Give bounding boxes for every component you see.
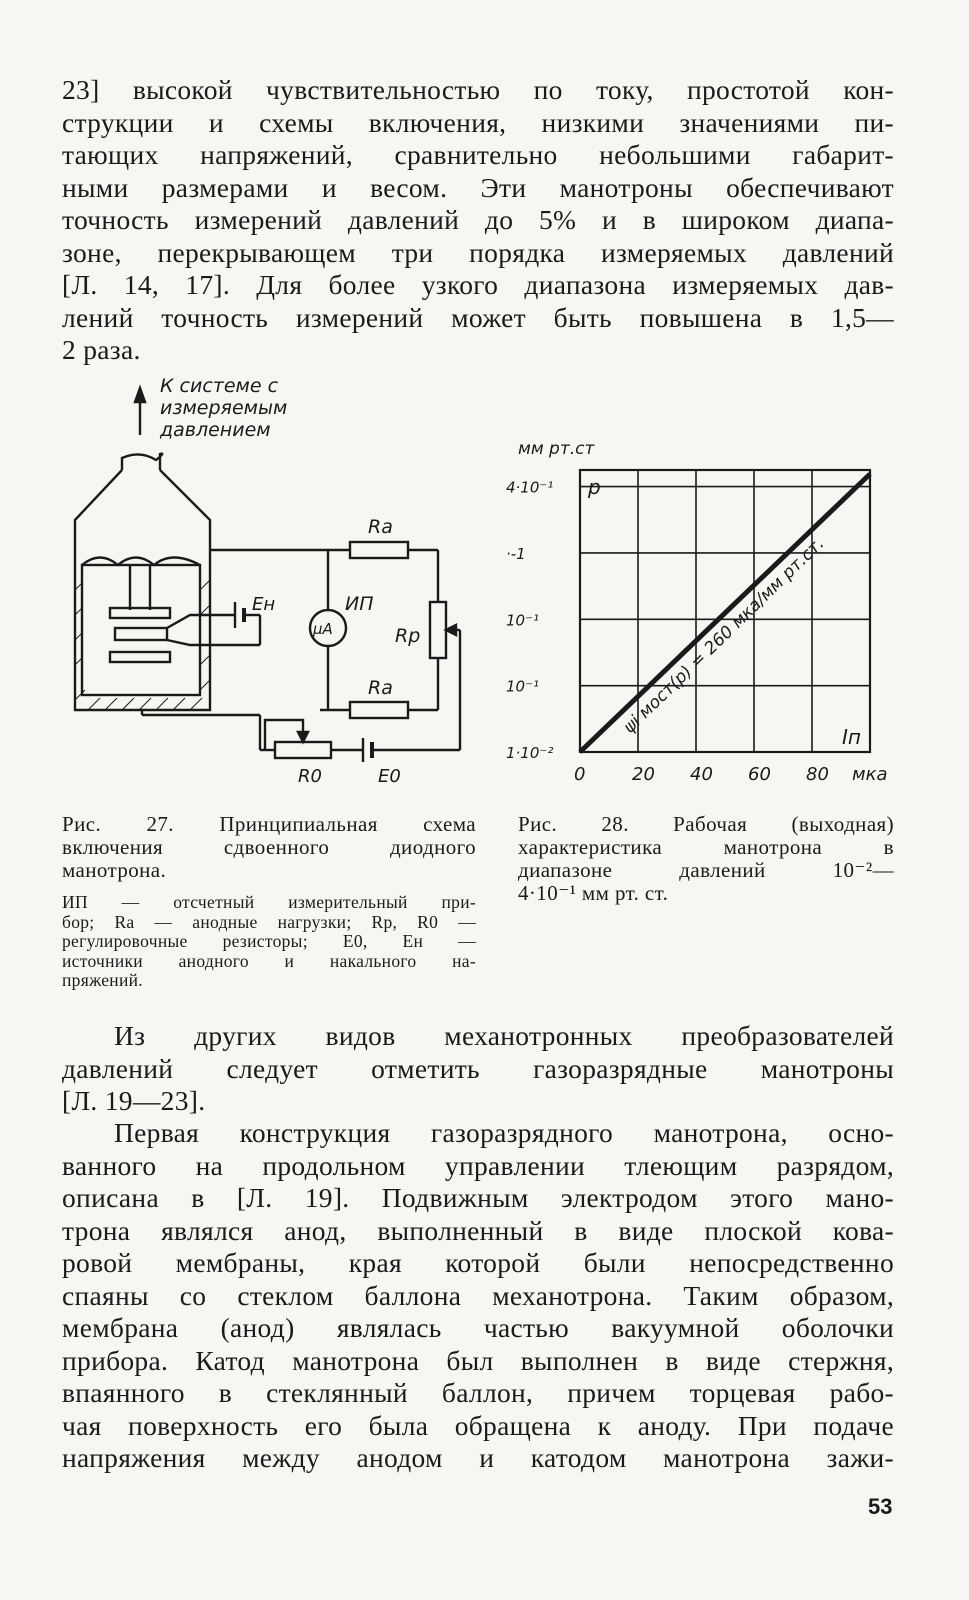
y-tick-label: 10⁻¹	[506, 611, 540, 630]
chart-series-line	[580, 474, 870, 752]
caption-line: характеристика манотрона в	[518, 835, 894, 859]
arrow-head	[135, 388, 145, 402]
text-line: впаянного в стеклянный баллон, причем торцевая рабо-	[62, 1377, 894, 1408]
electrode-bottom	[110, 652, 170, 662]
y-tick-label: ·-1	[506, 544, 526, 563]
text-line: ными размерами и весом. Эти манотроны обеспечивают	[62, 171, 894, 203]
label-rp: Rp	[395, 625, 421, 647]
x-tick-label: 40	[690, 764, 713, 785]
x-tick-label: 80	[806, 764, 829, 785]
figure-27-circuit	[60, 370, 480, 800]
bulb-neck	[122, 454, 162, 470]
arrow-label-line: К системе с	[160, 375, 279, 397]
label-e0: E0	[378, 766, 401, 787]
arrow-label-line: давлением	[160, 419, 271, 441]
text-line: тающих напряжений, сравнительно небольшими габарит-	[62, 139, 894, 170]
text-line: точность измерений давлений до 5% и в широком диапа-	[62, 204, 894, 235]
x-tick-label: 0	[574, 764, 586, 785]
text-line: зоне, перекрывающем три порядка измеряемых давлений	[62, 236, 894, 268]
text-line: трона являлся анод, выполненный в виде плоской кова-	[62, 1214, 894, 1246]
paragraph-bottom	[62, 1117, 894, 1475]
legend-line: регулировочные резисторы; E0, Eн —	[62, 931, 476, 951]
fig27-caption	[62, 813, 476, 882]
label-eh: Eн	[252, 594, 276, 615]
chart-xlabel: мка	[852, 764, 888, 785]
caption-line: Рис. 27. Принципиальная схема	[62, 812, 476, 836]
text-line: лений точность измерений может быть повышена в 1,5—	[62, 301, 894, 333]
resistor-ra-top	[350, 542, 408, 558]
fig27-legend	[62, 893, 476, 991]
legend-line: пряжений.	[62, 970, 143, 990]
rp-wiper	[446, 625, 456, 635]
text-line: Из других видов механотронных преобразователей	[114, 1020, 894, 1051]
text-line: [Л. 14, 17]. Для более узкого диапазона измеряемых дав-	[62, 269, 894, 300]
x-tick-label: 20	[632, 764, 655, 785]
figure-28-chart	[500, 432, 920, 792]
resistor-ra-bottom	[350, 702, 408, 718]
label-ra-bottom: Ra	[368, 677, 393, 699]
chart-ylabel: мм рт.ст	[518, 439, 595, 459]
chart-x-ticks	[574, 764, 829, 785]
chart-y-symbol: p	[588, 475, 601, 499]
y-tick-label: 4·10⁻¹	[506, 478, 554, 497]
text-line: ровой мембраны, края которой были непосредственно	[62, 1247, 894, 1278]
text-line: 2 раза.	[62, 334, 141, 365]
y-tick-label: 10⁻¹	[506, 677, 540, 696]
label-ra-top: Ra	[368, 516, 393, 538]
electrode-top	[110, 608, 170, 618]
chart-x-symbol: Iп	[842, 725, 861, 749]
caption-line: манотрона.	[62, 858, 167, 882]
chart-y-ticks	[506, 479, 553, 762]
text-line: давлений следует отметить газоразрядные манотроны	[62, 1052, 894, 1084]
paragraph-mid	[62, 1020, 894, 1118]
arrow-label-line: измеряемым	[160, 397, 288, 419]
label-ip: ИП	[345, 593, 374, 615]
caption-line: диапазоне давлений 10⁻²—	[518, 858, 894, 882]
r0-wiper-line	[265, 720, 303, 750]
bulb-outline	[75, 470, 210, 710]
text-line: ванного на продольном управлении тлеющим разрядом,	[62, 1149, 894, 1181]
x-tick-label: 60	[748, 764, 771, 785]
legend-line: бор; Ra — анодные нагрузки; Rp, R0 —	[62, 911, 476, 932]
caption-line: 4·10⁻¹ мм рт. ст.	[518, 881, 669, 905]
paragraph-top	[62, 74, 894, 367]
legend-line: ИП — отсчетный измерительный при-	[62, 892, 476, 912]
text-line: напряжения между анодом и катодом манотрона зажи-	[62, 1442, 894, 1473]
chart-annotation: ψi мост(p) = 260 мка/мм рт.ст.	[619, 533, 829, 738]
label-meter: μA	[313, 620, 333, 638]
page-number: 53	[868, 1494, 893, 1519]
lead-2	[167, 640, 210, 645]
y-tick-label: 1·10⁻²	[506, 744, 554, 762]
text-line: мембрана (анод) являлась частью вакуумной оболочки	[62, 1312, 894, 1343]
text-line: струкции и схемы включения, низкими значениями пи-	[62, 106, 894, 138]
text-line: описана в [Л. 19]. Подвижным электродом этого мано-	[62, 1182, 894, 1213]
label-r0: R0	[298, 766, 322, 787]
text-line: чая поверхность его была обращена к аноду. При подаче	[62, 1409, 894, 1441]
text-line: 23] высокой чувствительностью по току, простотой кон-	[62, 74, 894, 105]
text-line: прибора. Катод манотрона был выполнен в виде стержня,	[62, 1344, 894, 1376]
lead-1	[167, 615, 210, 628]
fig28-caption	[518, 813, 894, 905]
housing	[82, 565, 200, 695]
caption-line: включения сдвоенного диодного	[62, 835, 476, 859]
text-line: спаяны со стеклом баллона механотрона. Таким образом,	[62, 1279, 894, 1311]
text-line: Первая конструкция газоразрядного манотрона, осно-	[114, 1117, 894, 1148]
legend-line: источники анодного и накального на-	[62, 950, 476, 971]
cathode	[115, 628, 167, 640]
text-line: [Л. 19—23].	[62, 1085, 206, 1116]
caption-line: Рис. 28. Рабочая (выходная)	[518, 812, 894, 836]
